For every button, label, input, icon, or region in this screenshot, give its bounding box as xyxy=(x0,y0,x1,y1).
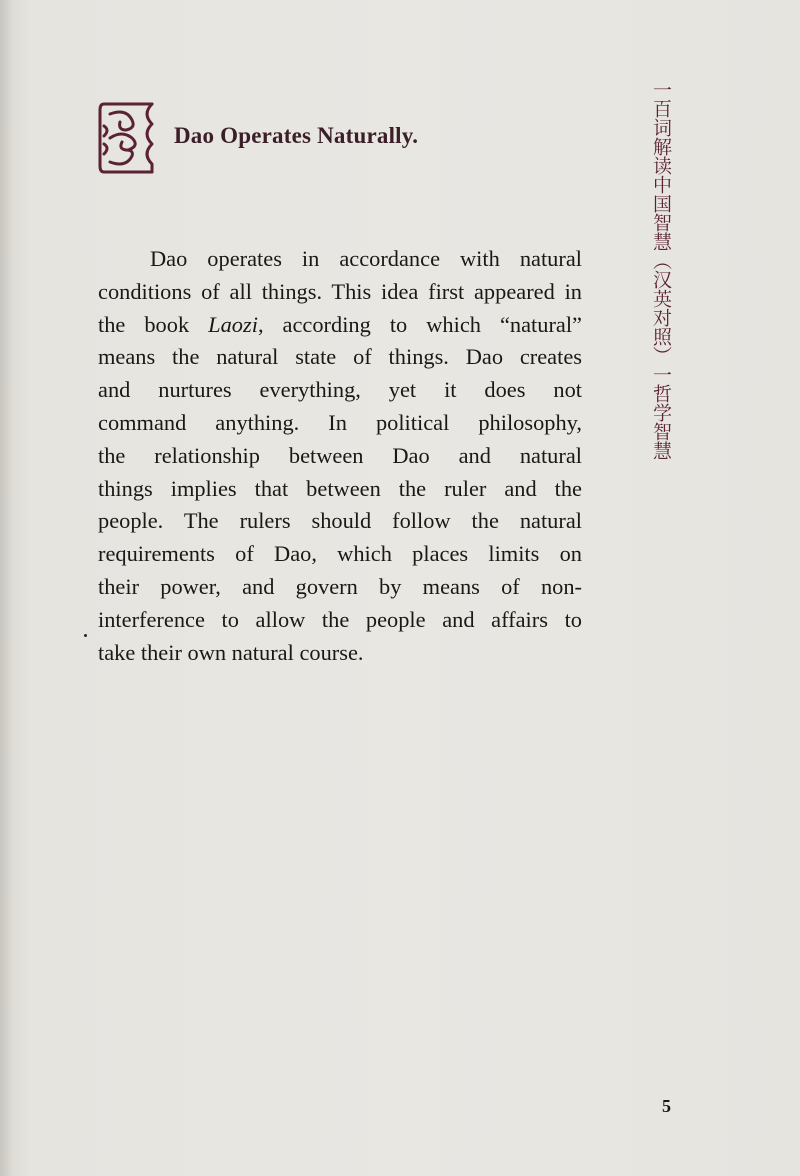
paragraph-line: command anything. In political philosophy, xyxy=(98,409,582,435)
running-header-vertical: 一百词解读中国智慧（汉英对照）一哲学智慧 xyxy=(650,80,672,460)
paragraph-line: the relationship between Dao and natural xyxy=(98,442,582,468)
page-number: 5 xyxy=(662,1096,671,1116)
paragraph-line: requirements of Dao, which places limits on xyxy=(98,541,582,567)
stray-mark xyxy=(84,634,87,637)
paragraph-line: and nurtures everything, yet it does not xyxy=(98,377,582,403)
paragraph-line: interference to allow the people and affairs to xyxy=(98,606,582,632)
section-heading: Dao Operates Naturally. xyxy=(174,123,419,148)
paragraph-line: their power, and govern by means of non- xyxy=(98,573,582,599)
paragraph-line-start: the book xyxy=(98,311,209,337)
paragraph-line: Dao operates in accordance with natural xyxy=(150,246,582,271)
page-edge-shadow xyxy=(0,0,12,1176)
body-paragraph xyxy=(98,243,582,669)
paragraph-line: people. The rulers should follow the natural xyxy=(98,508,582,534)
paragraph-line xyxy=(98,309,582,342)
paragraph-line: conditions of all things. This idea first appeared in xyxy=(98,278,582,304)
book-title-laozi: Laozi xyxy=(208,311,258,337)
paragraph-line: take their own natural course. xyxy=(98,639,364,665)
cloud-scroll-ornament-icon xyxy=(96,100,156,176)
paragraph-line: things implies that between the ruler and the xyxy=(98,475,582,501)
paragraph-line: means the natural state of things. Dao creates xyxy=(98,344,582,370)
paragraph-line-end: , according to which “natural” xyxy=(257,311,582,337)
